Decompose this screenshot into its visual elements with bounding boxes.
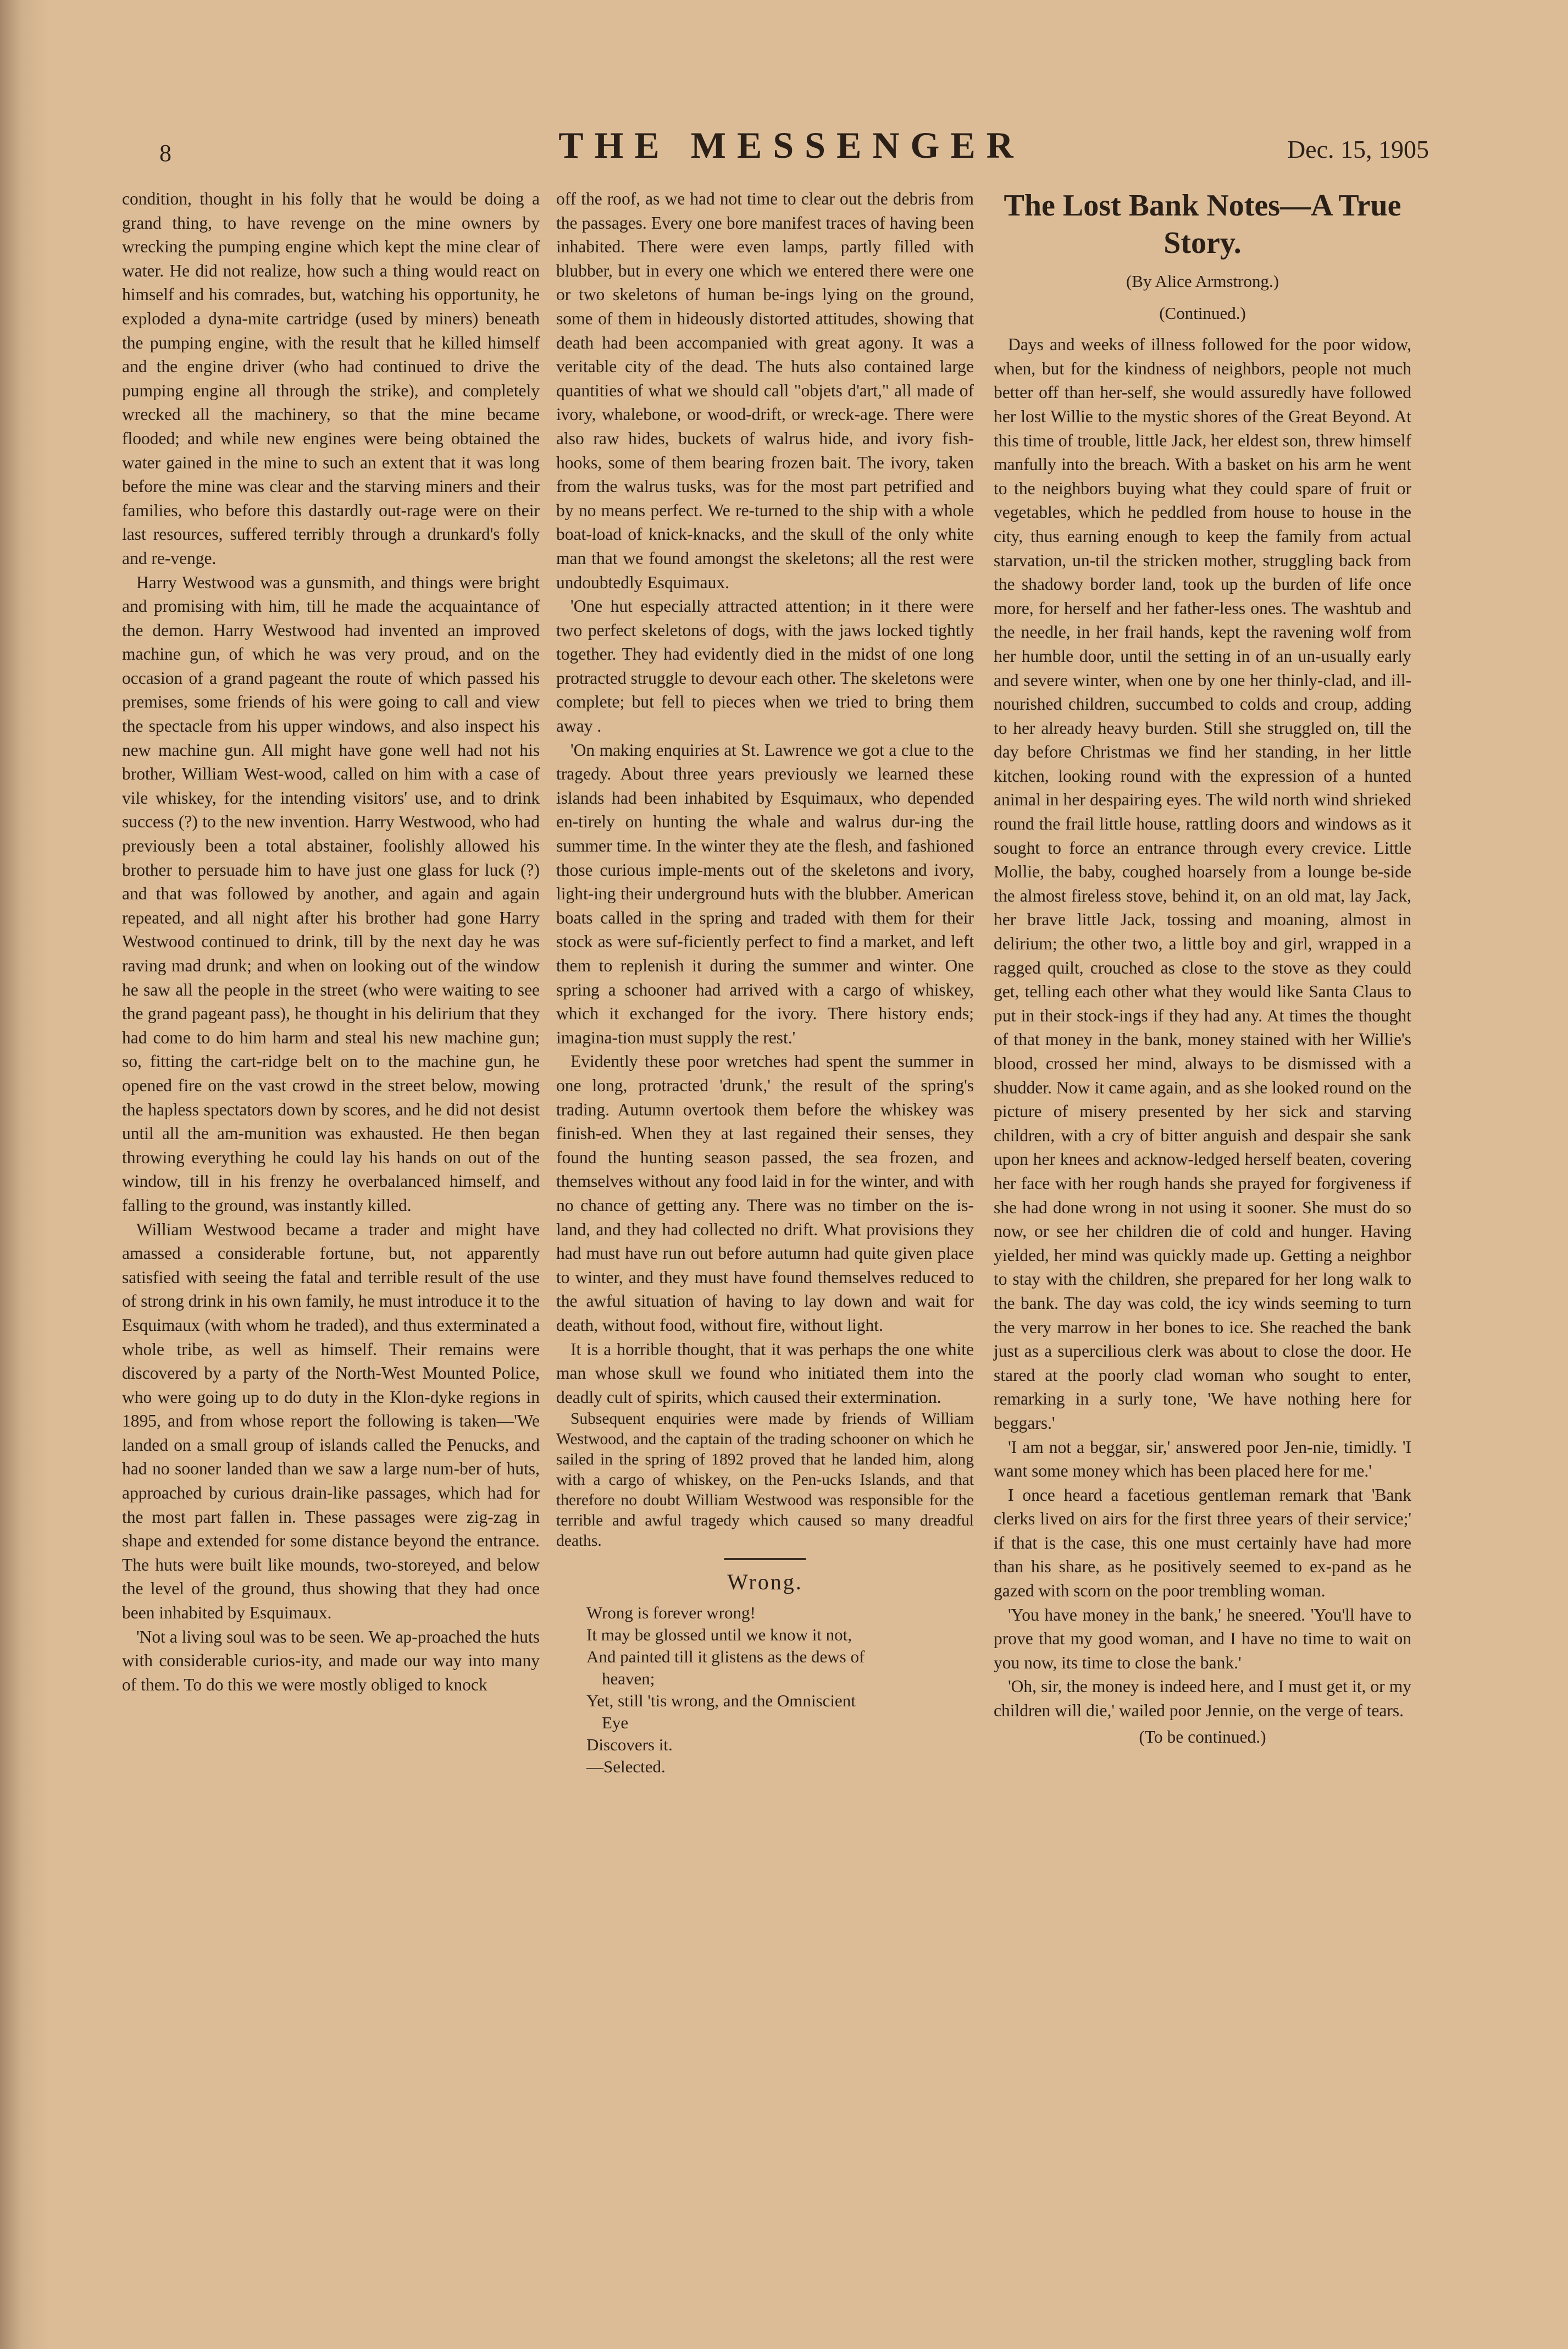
- paragraph: 'I am not a beggar, sir,' answered poor Jen-nie, timidly. 'I want some money which has been placed here for me.': [994, 1437, 1411, 1481]
- poem-line: Yet, still 'tis wrong, and the Omniscient: [586, 1690, 856, 1710]
- column-2: [556, 187, 974, 1778]
- article-title: The Lost Bank Notes—A True Story.: [1004, 189, 1401, 260]
- paragraph: William Westwood became a trader and might have amassed a considerable fortune, but, not apparently satisfied with seeing the fatal and terrible result of the use of strong drink in his own family, he must introduce it to the Esquimaux (with whom he traded), and thus exterminated a whole tribe, as well as himself. Their remains were discovered by a party of the North-West Mounted Police, who were going up to do duty in the Klon-dyke regions in 1895, and from whose report the following is taken—'We landed on a small group of islands called the Penucks, and had no sooner landed than we saw a large num-ber of huts, approached by curious drain-like passages, which had for the most part fallen in. These passages were zig-zag in shape and extended for some distance beyond the entrance. The huts were built like mounds, two-storeyed, and below the level of the ground, thus showing that they had once been inhabited by Esquimaux.: [122, 1219, 540, 1623]
- paragraph: 'Not a living soul was to be seen. We ap-proached the huts with considerable curios-ity, and made our way into many of them. To do this we were mostly obliged to knock: [122, 1627, 540, 1694]
- divider-ornament: [724, 1558, 806, 1560]
- poem-line: It may be glossed until we know it not,: [586, 1624, 852, 1644]
- to-be-continued: (To be continued.): [1139, 1727, 1266, 1746]
- column-1: [122, 187, 540, 1696]
- column-3: [994, 187, 1411, 1749]
- poem-attribution: —Selected.: [586, 1756, 666, 1776]
- continued-note: (Continued.): [1159, 303, 1246, 323]
- paragraph: 'On making enquiries at St. Lawrence we got a clue to the tragedy. About three years previously we learned these islands had been inhabited by Esquimaux, who depended en-tirely on hunting the whale and walrus dur-ing the summer time. In the winter they ate the flesh, and fashioned those curious imple-ments out of the skeletons and ivory, light-ing their underground huts with the blubber. American boats called in the spring and traded with them for their stock as were suf-ficiently perfect to find a market, and left them to replenish it during the summer and winter. One spring a schooner had arrived with a cargo of whiskey, which it exchanged for the ivory. There history ends; imagina-tion must supply the rest.': [556, 740, 974, 1047]
- paragraph: 'You have money in the bank,' he sneered. 'You'll have to prove that my good woman, and I have no time to wait on you now, its time to close the bank.': [994, 1605, 1411, 1672]
- paragraph: off the roof, as we had not time to clear out the debris from the passages. Every one bore manifest traces of having been inhabited. There were even lamps, partly filled with blubber, but in every one which we entered there were one or two skeletons of human be-ings lying on the ground, some of them in hideously distorted attitudes, showing that death had been accompanied with great agony. It was a veritable city of the dead. The huts also contained large quantities of what we should call "objets d'art," all made of ivory, whalebone, or wood-drift, or wreck-age. There were also raw hides, buckets of walrus hide, and ivory fish-hooks, some of them bearing frozen bait. The ivory, taken from the walrus tusks, was for the most part petrified and by no means perfect. We re-turned to the ship with a whole boat-load of knick-knacks, and the skull of the only white man that we found amongst the skeletons; all the rest were undoubtedly Esquimaux.: [556, 189, 974, 592]
- paragraph: 'One hut especially attracted attention; in it there were two perfect skeletons of dogs, with the jaws locked tightly together. They had evidently died in the midst of one long protracted struggle to devour each other. The skeletons were complete; but fell to pieces when we tried to bring them away .: [556, 596, 974, 736]
- issue-date: Dec. 15, 1905: [1287, 135, 1429, 163]
- paragraph: Days and weeks of illness followed for the poor widow, when, but for the kindness of neighbors, people not much better off than her-self, she would assuredly have followed her lost Willie to the mystic shores of the Great Beyond. At this time of trouble, little Jack, her eldest son, threw himself manfully into the breach. With a basket on his arm he went to the neighbors buying what they could spare of fruit or vegetables, which he peddled from house to house in the city, thus earning enough to keep the family from actual starvation, un-til the stricken mother, struggling back from the shadowy border land, took up the burden of life once more, for herself and her father-less ones. The washtub and the needle, in her frail hands, kept the ravening wolf from her humble door, until the setting in of an un-usually early and severe winter, when one by one her thinly-clad, and ill-nourished children, succumbed to colds and croup, adding to her already heavy burden. Still she struggled on, till the day before Christmas we find her standing, in her little kitchen, looking round with the expression of a hunted animal in her despairing eyes. The wild north wind shrieked round the frail little house, rattling doors and windows as it sought to force an entrance through every crevice. Little Mollie, the baby, coughed hoarsely from a lounge be-side the almost fireless stove, behind it, on an old mat, lay Jack, her brave little Jack, tossing and moaning, almost in delirium; the other two, a little boy and girl, wrapped in a ragged quilt, crouched as close to the stove as they could get, telling each other what they would like Santa Claus to put in their stock-ings if they had any. At times the thought of that money in the bank, money stained with her Willie's blood, crossed her mind, always to be dismissed with a shudder. Now it came again, and as she looked round on the picture of misery presented by her sick and starving children, with a cry of bitter anguish and despair she sank upon her knees and acknow-ledged herself beaten, covering her face with her rough hands she prayed for forgiveness if she had done wrong in not using it sooner. She must do so now, or see her children die of cold and hunger. Having yielded, her mind was quickly made up. Getting a neighbor to stay with the children, she prepared for her long walk to the bank. The day was cold, the icy winds seeming to turn the very marrow in her bones to ice. She reached the bank just as a supercilious clerk was about to close the door. He stared at the poorly clad woman who sought to enter, remarking in a surly tone, 'We have nothing here for beggars.': [994, 335, 1411, 1433]
- masthead: THE MESSENGER: [558, 124, 1024, 166]
- page-header: [154, 124, 1429, 173]
- article-byline: (By Alice Armstrong.): [1126, 272, 1279, 291]
- paragraph: I once heard a facetious gentleman remark that 'Bank clerks lived on airs for the first three years of their service;' if that is the case, this one must certainly have had more than his share, as he positively seemed to ex-pand as he gazed with scorn on the poor trembling woman.: [994, 1485, 1411, 1601]
- paragraph-small: Subsequent enquiries were made by friends of William Westwood, and the captain of the trading schooner on which he sailed in the spring of 1892 proved that he landed him, along with a cargo of whiskey, on the Pen-ucks Islands, and that therefore no doubt William Westwood was responsible for the terrible and awful tragedy which caused so many dreadful deaths.: [556, 1410, 974, 1550]
- paragraph: Harry Westwood was a gunsmith, and things were bright and promising with him, till he made the acquaintance of the demon. Harry Westwood had invented an improved machine gun, of which he was very proud, and on the occasion of a grand pageant the route of which passed his premises, some friends of his were going to call and view the spectacle from his upper windows, and also inspect his new machine gun. All might have gone well had not his brother, William West-wood, called on him with a case of vile whiskey, for the intending visitors' use, and to drink success (?) to the new invention. Harry Westwood, who had previously been a total abstainer, foolishly allowed his brother to persuade him to have just one glass for luck (?) and that was followed by another, and again and again repeated, and all night after his brother had gone Harry Westwood continued to drink, till by the next day he was raving mad drunk; and when on looking out of the window he saw all the people in the street (who were waiting to see the grand pageant pass), he thought in his delirium that they had come to do him harm and steal his new machine gun; so, fitting the cart-ridge belt on to the machine gun, he opened fire on the vast crowd in the street below, mowing the hapless spectators down by scores, and he did not desist until all the am-munition was exhausted. He then began throwing everything he could lay his hands on out of the window, till in his frenzy he overbalanced himself, and falling to the ground, was instantly killed.: [122, 572, 540, 1215]
- paragraph: 'Oh, sir, the money is indeed here, and I must get it, or my children will die,' wailed poor Jennie, on the verge of tears.: [994, 1677, 1411, 1721]
- page-number: 8: [159, 140, 171, 167]
- poem-line: Wrong is forever wrong!: [586, 1602, 756, 1622]
- poem-line: Discovers it.: [586, 1734, 673, 1754]
- poem-line: And painted till it glistens as the dews of: [586, 1646, 865, 1666]
- paragraph: condition, thought in his folly that he would be doing a grand thing, to have revenge on the mine owners by wrecking the pumping engine which kept the mine clear of water. He did not realize, how such a thing would react on himself and his comrades, but, watching his opportunity, he exploded a dyna-mite cartridge (used by miners) beneath the pumping engine, with the result that he killed himself and the engine driver (who had continued to drive the pumping engine all through the strike), and completely wrecked all the machinery, so that the mine became flooded; and while new engines were being obtained the water gained in the mine to such an extent that it was long before the mine was clear and the starving miners and their families, who before this dastardly out-rage were on their last resources, suffered terribly through a drunkard's folly and re-venge.: [122, 189, 540, 568]
- poem-line: Eye: [602, 1712, 629, 1732]
- paragraph: Evidently these poor wretches had spent the summer in one long, protracted 'drunk,' the result of the spring's trading. Autumn overtook them before the whiskey was finish-ed. When they at last regained their senses, they found the hunting season passed, the sea frozen, and themselves without any food laid in for the winter, and with no chance of getting any. There was no timber on the is-land, and they had collected no drift. What provisions they had must have run out before autumn had quite given place to winter, and they must have found themselves reduced to the awful situation of having to lay down and wait for death, without food, without fire, without light.: [556, 1052, 974, 1335]
- poem-title: Wrong.: [727, 1569, 803, 1595]
- poem-line: heaven;: [602, 1668, 655, 1688]
- paragraph: It is a horrible thought, that it was perhaps the one white man whose skull we found who initiated them into the deadly cult of spirits, which caused their extermination.: [556, 1339, 974, 1407]
- poem: [556, 1602, 974, 1778]
